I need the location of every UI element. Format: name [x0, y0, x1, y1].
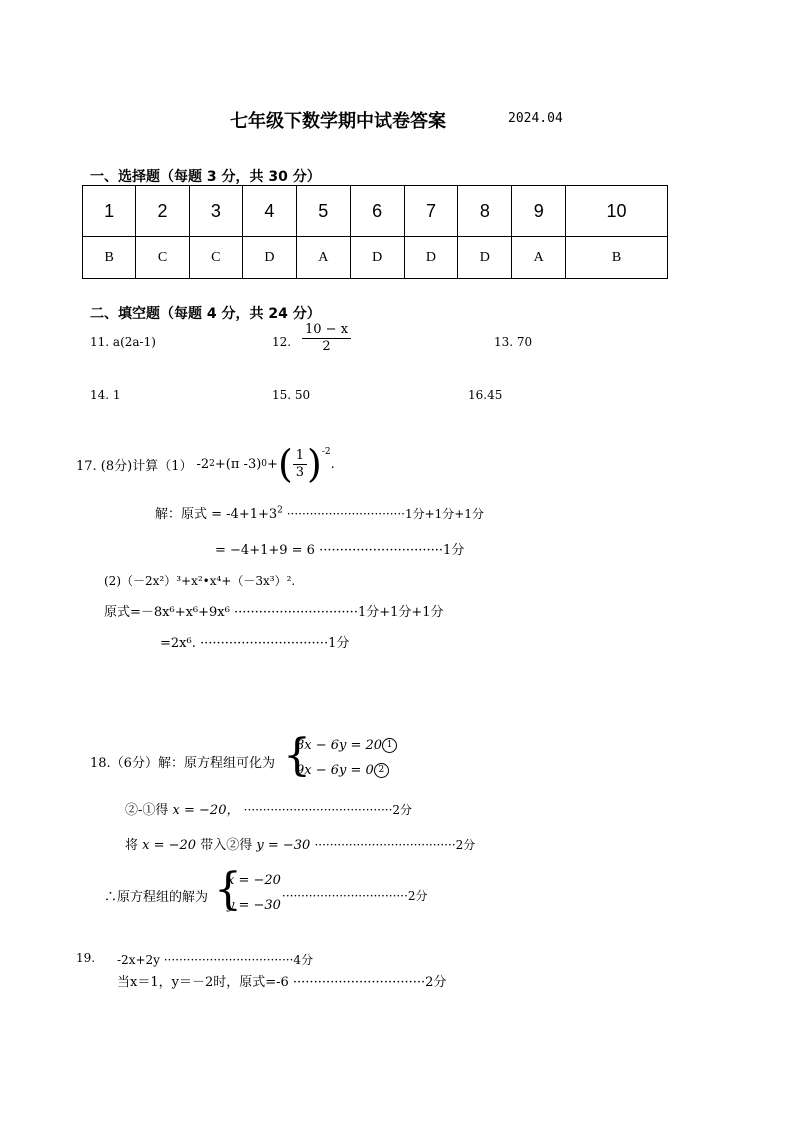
q16-number: 16. — [468, 388, 488, 402]
q18-solution-score: ·································2分 — [282, 889, 428, 903]
q17-exp-c: -2 — [321, 447, 331, 457]
q17-plus: + — [267, 456, 278, 472]
q18-step2-y: y = −30 — [256, 838, 311, 853]
q13-value: 70 — [516, 335, 533, 349]
q14-number: 14. — [90, 388, 110, 402]
q16-answer — [468, 388, 502, 402]
q18-equation-1 — [296, 738, 397, 753]
q18-equation-2 — [296, 763, 389, 778]
question-number: 6 — [350, 186, 404, 237]
choice-answer-table — [82, 185, 668, 279]
q13-number: 13. — [494, 335, 514, 349]
q14-answer — [90, 388, 121, 402]
q17-exp-b: 0 — [261, 459, 268, 469]
q18-label: 18.（6分）解：原方程组可化为 — [90, 756, 275, 771]
q12-fraction — [302, 322, 351, 354]
question-number: 8 — [458, 186, 512, 237]
q17-line1-text: 解：原式 = -4+1+3 — [155, 507, 278, 522]
q18-eq1-text: 8x − 6y = 20 — [296, 738, 383, 753]
q18-solution-brace: { — [214, 864, 242, 915]
question-number: 10 — [566, 186, 668, 237]
q18-step2 — [125, 834, 475, 853]
q18-step1-value: x = −20， — [172, 803, 240, 818]
q17-solution-line1 — [155, 503, 484, 522]
answer-cell: B — [566, 237, 668, 279]
q18-step2-text-a: 将 — [125, 838, 139, 853]
q18-eq1-mark: 1 — [382, 738, 397, 753]
q18-step2-x: x = −20 — [142, 838, 197, 853]
q17-part2-line2: =2x⁶. ·······························1分 — [160, 636, 350, 651]
answer-cell: A — [296, 237, 350, 279]
q18-step1-text: ②-①得 — [125, 803, 169, 818]
answer-cell: C — [136, 237, 189, 279]
answer-cell: A — [512, 237, 566, 279]
question-number-row — [83, 186, 668, 237]
q17-line1-exp: 2 — [277, 505, 283, 516]
q17-part1-expression — [76, 442, 335, 486]
section2-heading: 二、填空题（每题 4 分，共 24 分） — [90, 306, 321, 322]
q15-answer — [272, 388, 310, 402]
answer-cell: C — [189, 237, 242, 279]
q14-value: 1 — [112, 388, 121, 402]
q17-part2-label: (2)（－2x²）³+x²•x⁴+（－3x³）². — [104, 574, 296, 588]
q18-step1 — [125, 799, 412, 818]
answer-cell: D — [350, 237, 404, 279]
answer-cell: D — [458, 237, 512, 279]
q11-answer — [90, 335, 156, 349]
q17-frac-denominator: 3 — [295, 464, 305, 480]
q17-term-a: -2 — [196, 456, 210, 472]
question-number: 5 — [296, 186, 350, 237]
q16-value: 45 — [487, 388, 503, 402]
right-paren: ) — [307, 442, 322, 486]
q18-eq2-mark: 2 — [374, 763, 389, 778]
q17-line1-score: ·······························1分+1分+1分 — [282, 507, 484, 521]
q18-eq2-text: 9x − 6y = 0 — [296, 763, 374, 778]
q18-solution-x: x = −20 — [227, 873, 281, 888]
q11-number: 11. — [90, 335, 110, 349]
q17-term-b: +(π -3) — [214, 456, 262, 472]
answer-cell: D — [404, 237, 458, 279]
q19-line2: 当x＝1，y＝－2时，原式=-6 ································2分 — [117, 975, 447, 990]
question-number: 7 — [404, 186, 458, 237]
q18-step2-text-b: 带入②得 — [200, 838, 253, 853]
q17-period: . — [330, 456, 335, 472]
q15-value: 50 — [294, 388, 311, 402]
q12-number: 12. — [272, 335, 292, 349]
answer-cell: D — [242, 237, 296, 279]
q17-frac-numerator: 1 — [293, 448, 307, 465]
q13-answer — [494, 335, 532, 349]
question-number: 3 — [189, 186, 242, 237]
q18-step2-score: ·····································2分 — [314, 838, 476, 852]
left-paren: ( — [277, 442, 293, 486]
answer-row — [83, 237, 668, 279]
answer-cell: B — [83, 237, 136, 279]
question-number: 9 — [512, 186, 566, 237]
question-number: 1 — [83, 186, 136, 237]
q18-solution-label: ∴原方程组的解为 — [104, 890, 209, 905]
page-title: 七年级下数学期中试卷答案 — [230, 111, 446, 132]
question-number: 2 — [136, 186, 189, 237]
q19-line1: -2x+2y ··································4分 — [117, 953, 314, 967]
q18-solution-y: y = −30 — [227, 898, 281, 913]
q12-numerator: 10 − x — [302, 322, 351, 339]
q18-step1-score: ·······································2分 — [243, 803, 413, 817]
q11-value: a(2a-1) — [112, 335, 156, 349]
exam-date: 2024.04 — [508, 111, 563, 126]
q15-number: 15. — [272, 388, 292, 402]
section1-heading: 一、选择题（每题 3 分，共 30 分） — [90, 169, 321, 185]
q17-label: 17. (8分)计算（1） — [76, 458, 193, 474]
q18-brace: { — [283, 730, 311, 781]
q17-part2-line1: 原式=－8x⁶+x⁶+9x⁶ ······························1分+1分+1分 — [104, 605, 444, 620]
q19-number: 19. — [76, 951, 96, 965]
question-number: 4 — [242, 186, 296, 237]
q12-denominator: 2 — [322, 338, 331, 354]
q17-exp-a: 2 — [209, 459, 215, 469]
q17-solution-line2: = −4+1+9 = 6 ······························1分 — [215, 543, 465, 558]
